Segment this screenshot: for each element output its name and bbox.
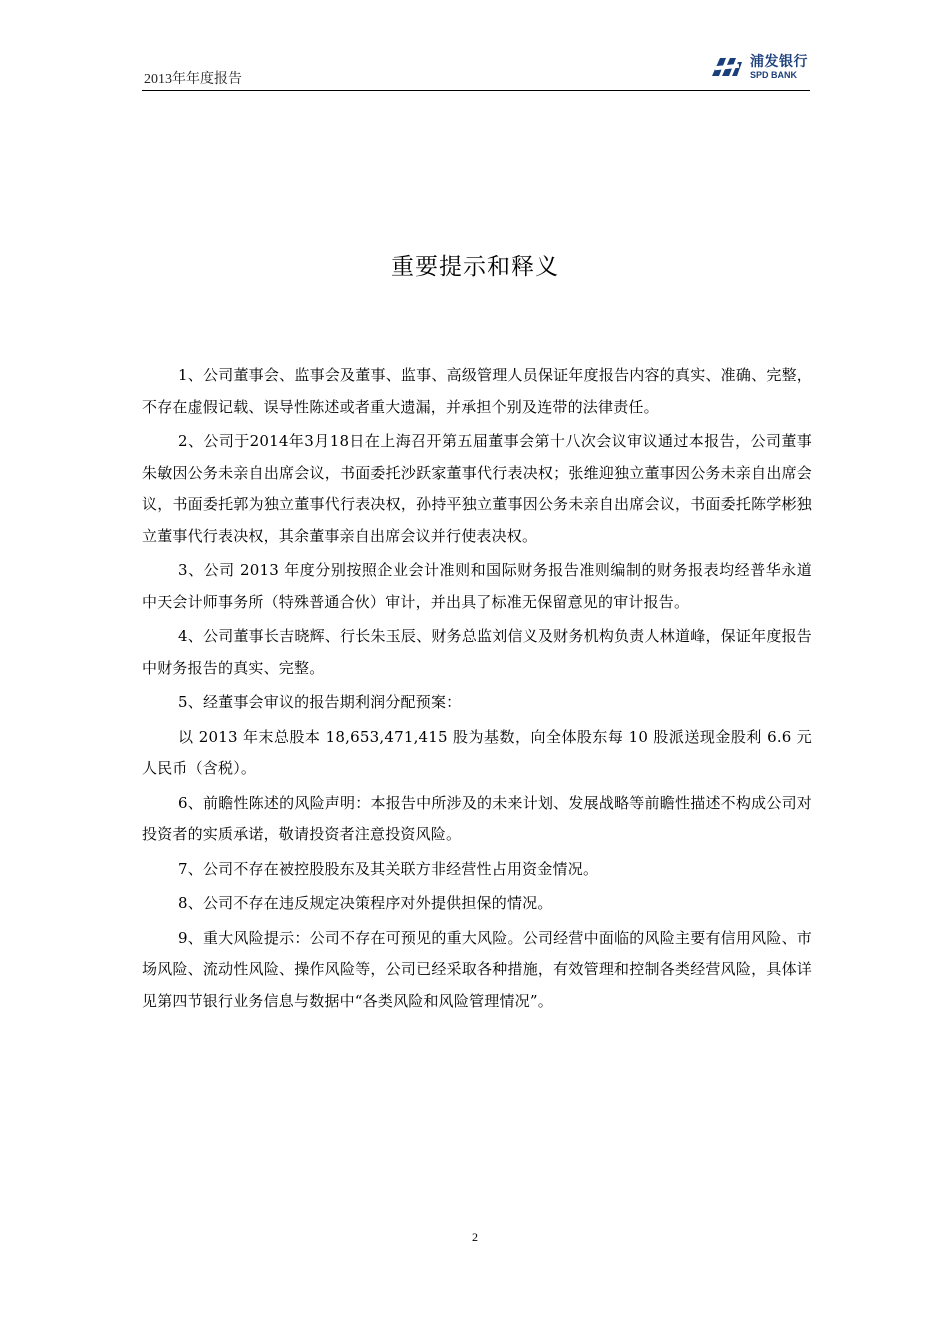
spd-bank-logo-icon — [710, 54, 744, 80]
paragraph-5-detail: 以 2013 年末总股本 18,653,471,415 股为基数，向全体股东每 10 股派送现金股利 6.6 元人民币（含税）。 — [142, 727, 812, 777]
paragraph-9: 9、重大风险提示：公司不存在可预见的重大风险。公司经营中面临的风险主要有信用风险、市场风险、流动性风险、操作风险等，公司已经采取各种措施，有效管理和控制各类经营风险，具体详见第四节银行业务信息与数据中“各类风险和风险管理情况”。 — [142, 928, 812, 1010]
paragraph-4: 4、公司董事长吉晓辉、行长朱玉辰、财务总监刘信义及财务机构负责人林道峰，保证年度报告中财务报告的真实、完整。 — [142, 627, 812, 677]
paragraph-7: 7、公司不存在被控股股东及其关联方非经营性占用资金情况。 — [178, 859, 599, 878]
report-header-title: 2013年年度报告 — [144, 72, 242, 87]
paragraph-8: 8、公司不存在违反规定决策程序对外提供担保的情况。 — [178, 894, 553, 912]
paragraph-5: 5、经董事会审议的报告期利润分配预案： — [178, 693, 462, 711]
paragraph-6: 6、前瞻性陈述的风险声明：本报告中所涉及的未来计划、发展战略等前瞻性描述不构成公司对投资者的实质承诺，敬请投资者注意投资风险。 — [142, 793, 812, 843]
page-number: 2 — [472, 1230, 478, 1244]
paragraph-1: 1、公司董事会、监事会及董事、监事、高级管理人员保证年度报告内容的真实、准确、完整，不存在虚假记载、误导性陈述或者重大遗漏，并承担个别及连带的法律责任。 — [142, 366, 812, 416]
paragraph-2: 2、公司于2014年3月18日在上海召开第五届董事会第十八次会议审议通过本报告，公司董事朱敏因公务未亲自出席会议，书面委托沙跃家董事代行表决权；张维迎独立董事因公务未亲自出席会议，书面委托郭为独立董事代行表决权，孙持平独立董事因公务未亲自出席会议，书面委托陈学彬独立董事代行表决权，其余董事亲自出席会议并行使表决权。 — [142, 432, 812, 545]
document-body — [142, 360, 812, 1020]
spd-bank-logo — [710, 52, 808, 82]
logo-english-name: SPD BANK — [750, 69, 798, 80]
document-title: 重要提示和释义 — [391, 254, 559, 280]
page-header — [142, 48, 810, 91]
paragraph-3: 3、公司 2013 年度分别按照企业会计准则和国际财务报告准则编制的财务报表均经普华永道中天会计师事务所（特殊普通合伙）审计，并出具了标准无保留意见的审计报告。 — [142, 561, 812, 611]
logo-chinese-name: 浦发银行 — [750, 53, 808, 70]
